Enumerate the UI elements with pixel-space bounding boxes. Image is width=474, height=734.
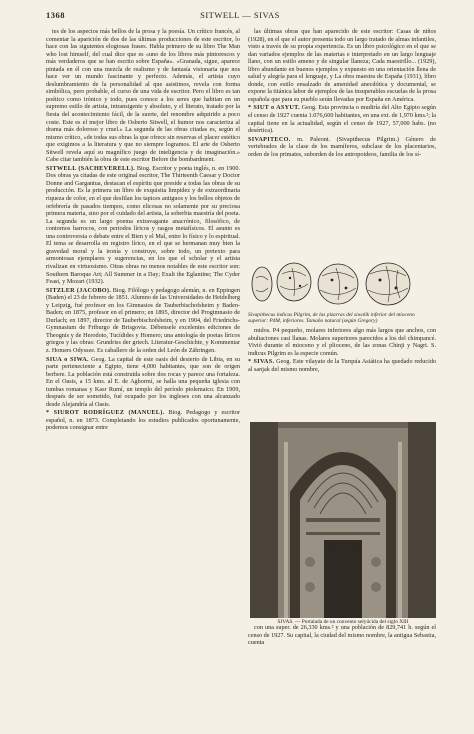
entry-text: Biog. Escritor y poeta inglés, n. en 1900. Dos obras ya citadas de este original escritor, The Thirteenth Caesar y Doctor Donne and Gargantua, destacan el espíritu que preside a todas las obras de su producción. Es la primera un libro de exquisita limpidez y de extraordinaria riqueza de color, en el que desfilan los tapices antiguos y los bellos objetos de orfebrería de pasados tiempos, como elicosas no solamente por su preciosa primera materia, sino por el cuidado del artista, la soberbia maestría del poeta. La segunda es un largo poema extravagante anacrónico, filosófico, de contornos barrocos, con periodos líricos y rasgos metafísicos. El asunto es una controversia o debate entre el Bien y el Mal, entre lo físico y lo espiritual. El tema se desarrolla en registro lírico, en el que se hermanan muy bien la gravedad moral y la ironía y construye, sobre todo, un pretexto para armoniosas ejemplares y sugerencias, en los que el scholar y el artista rivalizan en virtuosismo. Otras obras no menos notables de este escritor son: Southern Baroque Art; All Summer in a Day; Exalt the Eglantine; The Cyder Feast, y Mozart (1932). xyxy=(46,164,240,286)
entry-sitzler xyxy=(46,287,240,355)
entry-siua xyxy=(46,356,240,409)
page-header xyxy=(46,10,434,24)
headword: * SIUT o ASYUT. xyxy=(248,104,300,112)
left-column xyxy=(46,28,240,718)
page-number: 1368 xyxy=(46,10,65,20)
headword: SITWELL (SACHEVERELL). xyxy=(46,164,136,172)
entry-sivapiteco xyxy=(248,136,436,159)
photo-caption: SIVAS. — Portalada de un convento selyúcida del siglo XIII xyxy=(277,619,409,625)
headword: * SIVAS. xyxy=(248,358,275,366)
portal-photo-drawing xyxy=(250,422,436,618)
paragraph: las últimas obras que han aparecido de este escritor: Casas de niños (1928), en el que el autor presenta todo un largo tratado de almas infantiles, visto a través de su propia experiencia. Es un libro psicológico en el que se dan variados ejemplos de las materias e interpretado en un largo lenguaje llano, con un estilo ameno y de singular llaneza; Cada maestrillo... (1929), libro abundante en buenos ejemplos y expuesto en una orientación llena de salud y alegría para el lenguaje, y La obra maestra de España (1931), libro donde, con estilo ensalzado de amenidad anecdótica y documental, se expone la titánica labor de ejemplos de las insuperables escuelas de la prosa española que para su pueblo serán llevadas por España en América. xyxy=(248,28,436,103)
paragraph: tes de los aspectos más bellos de la prosa y la poesía. Un crítico francés, al comentar la aparición de dos de las últimas producciones de este escritor, lo hace con las siguientes elogiosas frases. Habla primero de su libro The Man who lost himself, del cual dice que es «uno de los libros más pintorescos y más verdaderos que se han escrito sobre España». «Granada, sigue, aparece pintada en él con una mezcla de realismo y de fantasía visionaria que nos hace ver un mundo fascinante y perfecto. Además, el artista cuyo deslumbramiento de la personalidad al que asistimos, revela con forma simbólica, pero probable, el curso de una vida de escritor. Pero el libro es tan poético como irónico y todo, pues conoce a los seres que habitan en un supremo estilo de artista, intransigente y absoluto, y el literato, tratado por la fiesta del acontecimiento fácil, de la suerte, del renombre adquirido a poco coste. Este es el mejor libro de Osberto Sitwell, el humor nos caracteriza al drama más doloroso y cruel.» La segunda de las obras citadas es, según el mismo crítico, «de todas sus obras la que ofrece sin reservas el placer estético que exigimos a la literatura y que no siempre logramos. El arte de Osberto Sitwell revela aquí su magnífico juego de inteligencia y de imaginación.» Cabe citar también la obra de este escritor Before the bombardment. xyxy=(46,28,240,164)
entry-text: Biog. Pedagogo y escritor español, n. en 1873. Completando los estudios publicados oportunamente, podemos consignar entre xyxy=(46,409,240,432)
entry-siurot xyxy=(46,409,240,432)
headword: * SIUROT RODRÍGUEZ (MANUEL). xyxy=(46,409,165,417)
entry-text: Biog. Filólogo y pedagogo alemán, n. en Eppingen (Baden) el 23 de febrero de 1851. Alumno de las Universidades de Heidelberg y Leipzig, fué profesor en los Gimnasios de Tauberbischofsheim y Baden-Baden; en 1875, profesor en el primero; en 1895, director del Progimnasio de Durlach; en 1897, director de Tauberbischofsheim, y en 1904, del Friedrichs-Gymnasium de Friburgo de Brisgovia. Débensele excelentes ediciones de Theognis y de Herodoto, Tucídides y Homero; una antología de poetas líricos griegos y las obras: Grundriss der griech. Literatur-Geschichte, y Kommentar z. Homers Odyssee. Es caballero de la orden del León de Zähringen. xyxy=(46,286,240,354)
entry-sivas xyxy=(248,358,436,373)
running-head: SITWELL — SIVAS xyxy=(200,10,280,20)
entry-text: Geog. Esta provincia o mudiría del Alto Egipto según el censo de 1927 cuenta 1.076,600 habitantes, en una ext. de 1,970 kms.²; la capital tiene en la actualidad, según el censo de 1927, 57,000 habs. (no desértica). xyxy=(248,104,436,135)
headword: SITZLER (JACOBO). xyxy=(46,286,112,294)
fossil-teeth-drawing xyxy=(248,258,436,314)
sivas-portal-photograph xyxy=(250,422,436,618)
entry-text: m. Paleont. (Sivapithecus Pilgrim.) Género de vertebrados de la clase de los mamíferos, subclase de los placentarios, orden de los primates, suborden de los antropoideos, familia de los sí- xyxy=(248,135,436,158)
paragraph: midos. P4 pequeño, molares inferiores algo más largos que anchos, con abultaciones casi llanas. Molares superiores parecidos a los del chimpancé. Vivió durante el mioceno y el plioceno, de las zonas Chinji y Nagri. S. indicus Pilgrim es la especie común. xyxy=(248,327,436,357)
entry-text: Geog. Este vilayato de la Turquía Asiática ha quedado reducido al sanjak del mismo nombre, xyxy=(248,358,436,373)
right-column-bottom xyxy=(248,624,436,720)
paragraph: con una super. de 26,330 kms.² y una población de 829,741 h. según el censo de 1927. Su capital, la ciudad del mismo nombre, la antigua Sebastia, cuenta xyxy=(248,624,436,647)
headword: SIUA o SIWA. xyxy=(46,355,89,363)
headword: SIVAPITECO. xyxy=(248,135,291,143)
right-column-middle xyxy=(248,327,436,420)
entry-sitwell-sacheverell xyxy=(46,165,240,286)
jaw-fossil-illustration xyxy=(248,258,436,316)
figure-caption: Sivapithecus indicus Pilgrim, de las pizarras del siwalik inferior del mioceno superior: P4M, inferiores. Tamaño natural (según Gregory) xyxy=(248,312,415,325)
entry-text: Geog. La capital de este oasis del desierto de Libia, en su parte perteneciente a Egipto, tiene 4,000 habitantes, que son de origen berbere. La población está construida sobre dos rocas y parece una fortaleza. En el Oasis, a 15 kms. al E. de Aghormí, se halla una pequeña iglesia con tumbas romanas y Kasr Rumí, un templo del período ptolemaico. En 1909, después de ser sometido, fué ocupado por los ingleses con una alcanzado desde Alejandría al Oasis. xyxy=(46,355,240,408)
entry-siut xyxy=(248,104,436,134)
right-column-top xyxy=(248,28,436,255)
